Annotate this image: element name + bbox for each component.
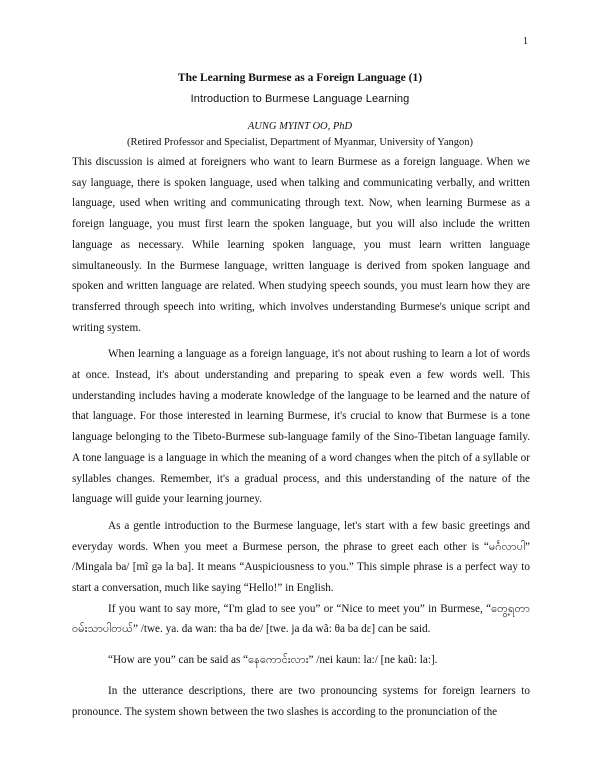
author-name: AUNG MYINT OO, PhD: [247, 121, 353, 132]
paragraph: If you want to say more, “I'm glad to see you” or “Nice to meet you” in Burmese, “တွေ့ရတာဝမ်းသာပါတယ်” /twe. ya. da wan: tha ba de/ [twe. ja da wã: θa ba dɛ] can be said.: [72, 602, 530, 636]
document-subtitle: Introduction to Burmese Language Learning: [190, 93, 410, 105]
author-affiliation: (Retired Professor and Specialist, Department of Myanmar, University of Yangon): [126, 137, 473, 148]
body-text: [72, 152, 530, 722]
paragraph: In the utterance descriptions, there are two pronouncing systems for foreign learners to pronounce. The system shown between the two slashes is according to the pronunciation of the: [72, 684, 530, 718]
paragraph: When learning a language as a foreign language, it's not about rushing to learn a lot of words at once. Instead, it's about understanding and preparing to speak even a few words well. This understanding includes having a moderate knowledge of the language to be learned and the nature of that language. For those interested in learning Burmese, it's crucial to know that Burmese is a tone language belonging to the Tibeto-Burmese sub-language family of the Sino-Tibetan language family. A tone language is a language in which the meaning of a word changes when the pitch of a syllable or syllables changes. Remember, it's a gradual process, and this understanding of the nature of the language will guide your learning journey.: [72, 348, 530, 506]
paragraph: This discussion is aimed at foreigners who want to learn Burmese as a foreign language. When we say language, there is spoken language, used when talking and communicating verbally, and written language, used when writing and communicating through text. Now, when learning Burmese as a foreign language, you must first learn the spoken language, but you will also include the written language as necessary. While learning spoken language, you must learn written language simultaneously. In the Burmese language, written language is derived from spoken language and spoken and written language are related. When studying speech sounds, you must learn how they are transferred through speech into writing, which involves understanding Burmese's unique script and writing system.: [72, 156, 530, 334]
paragraph: As a gentle introduction to the Burmese language, let's start with a few basic greetings and everyday words. When you meet a Burmese person, the phrase to greet each other is “မင်္ဂလာပါ” /Mingala ba/ [mĩ gə la ba]. It means “Auspiciousness to you.” This simple phrase is a perfect way to start a conversation, much like saying “Hello!” in English.: [72, 519, 530, 595]
document-title: The Learning Burmese as a Foreign Language (1): [177, 72, 423, 84]
paragraph: “How are you” can be said as “နေကောင်းလား” /nei kaun: la:/ [ne kaũ: la:].: [108, 654, 438, 667]
page-number: 1: [523, 36, 528, 47]
